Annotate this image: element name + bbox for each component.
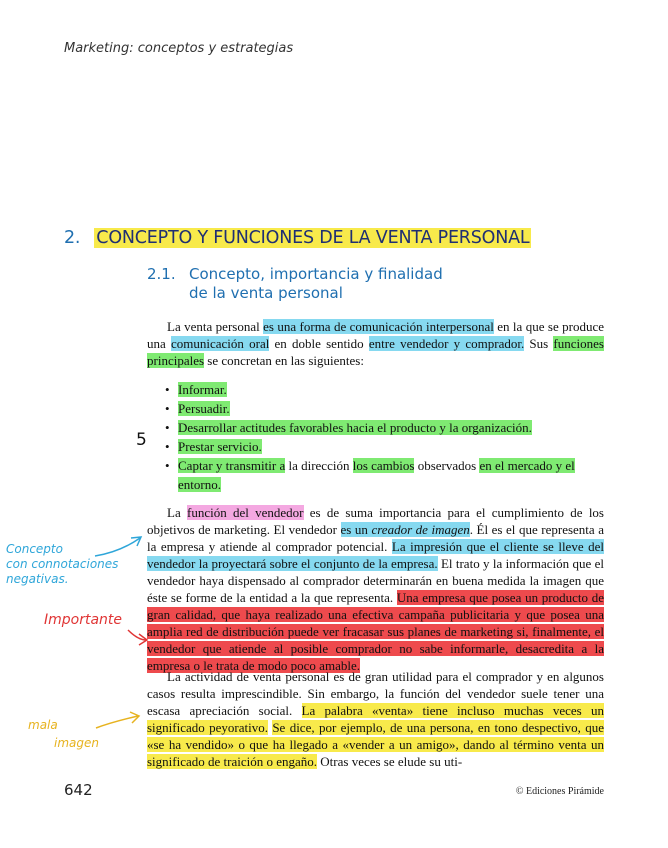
section-number: 2. [64, 228, 81, 248]
subsection-title-line1: Concepto, importancia y finalidad [189, 265, 443, 283]
running-head: Marketing: conceptos y estrategias [64, 41, 294, 56]
subsection-title-line2: de la venta personal [189, 284, 343, 302]
highlight-blue: entre vendedor y comprador. [368, 336, 525, 351]
section-title: CONCEPTO Y FUNCIONES DE LA VENTA PERSONAL [96, 228, 530, 248]
highlight-green: los cambios [352, 458, 415, 473]
handwritten-note-red: Importante [44, 612, 123, 628]
highlight-blue: La impresión que el cliente se lleve del vendedor la proyectará sobre el conjunto de la empresa. [147, 539, 604, 571]
text-run: es un [340, 522, 372, 537]
note-line: mala [28, 718, 58, 732]
text-run: Sus [524, 336, 554, 351]
note-line: Concepto [6, 542, 63, 556]
blue-arrow [95, 538, 140, 556]
note-line: imagen [54, 736, 99, 750]
highlight-red: Una empresa que posea un producto de gran calidad, que haya realizado una efectiva campaña publicitaria y que posea una amplia red de distribución puede ver fracasar sus planes de marketing si, finalmente, el vendedor que atiende al posible comprador no sabe informarle, desacredita a la empresa o le trata de modo poco amable. [147, 590, 604, 673]
text-run: en doble sentido [269, 336, 369, 351]
text-run: . Él es el que representa a la empresa y atiende al comprador potencial. [147, 522, 604, 554]
subsection-number: 2.1. [147, 265, 176, 283]
note-line: con connotaciones [6, 557, 119, 571]
highlight-pink: función del vendedor [186, 505, 304, 520]
text-run: en la que se produce una [147, 319, 604, 351]
text-run: La [167, 505, 187, 520]
highlight-blue: comunicación oral [170, 336, 270, 351]
highlight-green: Informar. [178, 382, 227, 397]
handwritten-number: 5 [136, 430, 147, 450]
highlight-green: Desarrollar actitudes favorables hacia el producto y la organización. [178, 420, 532, 435]
highlight-green: Captar y transmitir a [178, 458, 286, 473]
italic-term: creador de imagen [371, 522, 470, 537]
highlight-green: funciones principales [147, 336, 604, 368]
text-run: Otras veces se elude su uti- [317, 754, 463, 769]
highlight-yellow: La palabra «venta» tiene incluso muchas veces un significado peyorativo. [147, 703, 604, 735]
highlight-yellow: Se dice, por ejemplo, de una persona, en tono despectivo, que «se ha vendido» o que ha llegado a «vender a un amigo», dando al término venta un significado de traición o engaño. [147, 720, 604, 769]
highlight-blue: es una forma de comunicación interpersonal [263, 319, 494, 334]
yellow-arrow [96, 716, 138, 728]
highlight-green: en el mercado y el entorno. [178, 458, 575, 492]
highlight-green: Persuadir. [178, 401, 230, 416]
text-run: La actividad de venta personal es de gran utilidad para el comprador y en algunos casos resulta imprescindible. Sin embargo, la función del vendedor suele tener una escasa apreciación social. [147, 669, 604, 718]
highlight-green: Prestar servicio. [178, 439, 262, 454]
copyright-notice: © Ediciones Pirámide [515, 786, 604, 797]
text-run: es de suma importancia para el cumplimiento de los objetivos de marketing. El vendedor [147, 505, 604, 537]
text-run: El trato y la información que el vendedor haya dispensado al comprador determinarán en buena medida la imagen que éste se forme de la entidad a la que representa. [147, 556, 604, 605]
text-run: la dirección [285, 458, 353, 473]
note-line: negativas. [6, 572, 69, 586]
red-arrow [128, 630, 146, 640]
text-run: se concretan en las siguientes: [204, 353, 364, 368]
text-run: La venta personal [167, 319, 264, 334]
page-number: 642 [64, 781, 93, 799]
text-run: observados [414, 458, 480, 473]
